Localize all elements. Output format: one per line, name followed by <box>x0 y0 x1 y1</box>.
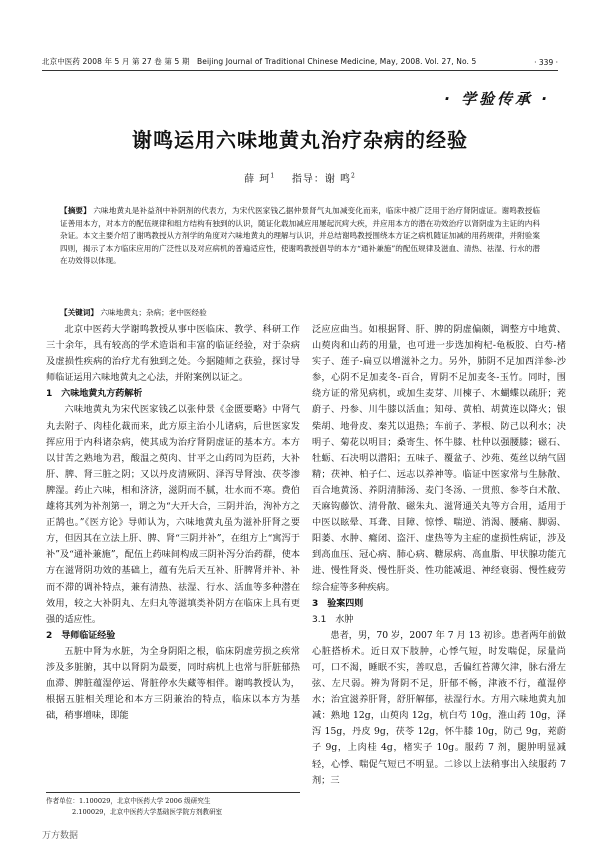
section-1-heading: 1 六味地黄丸方药解析 <box>46 389 143 400</box>
footnote-affiliation-2: 2.100029，北京中医药大学基础医学院方剂教研室 <box>72 808 223 816</box>
section-2-paragraph: 五脏中肾为水脏，为全身阴阳之根，临床阴虚劳损之疾常涉及多脏腑，其中以肾阴为最要，同时病机上也常与肝脏郁热血滞、脾脏蕴湿停运、肾脏停水失藏等相伴。谢鸣教授认为，根据五脏相关理论和本方三阴兼治的特点，临床以本方为基础，稍事增味，即能 <box>46 645 300 722</box>
keywords-label: 【关键词】 <box>60 308 98 317</box>
author-2-affiliation: 2 <box>351 172 356 180</box>
running-header <box>42 56 558 71</box>
section-2-heading: 2 导师临证经验 <box>46 630 116 641</box>
abstract-label: 【摘要】 <box>60 206 91 215</box>
author-line <box>0 170 600 185</box>
abstract-text: 六味地黄丸是补益剂中补阴剂的代表方，为宋代医家钱乙据仲景肾气丸加减变化而来，临床中被广泛用于治疗肾阴虚证。谢鸣教授临证善用本方，对本方的配伍规律和组方结构有独到的认识，随证化载加减应用屡起沉疴大疾，并应用本方的潜在功效治疗以肾阴虚为主证的内科杂证。本文主要介绍了谢鸣教授从方剂学的角度对六味地黄丸的理解与认识，并总结谢鸣教授围绕本方证之病机随证加减的用药规律，并附验案四则，揭示了本方临床应用的广泛性以及对应病机的普遍适应性，使谢鸣教授倡导的本方“通补兼施”的配伍规律及滋血、清热、祛湿、行水的潜在功效得以体现。 <box>60 206 540 265</box>
author-2: 谢 鸣 <box>324 174 352 185</box>
mentor-label: 指导： <box>291 174 325 185</box>
section-tag: · 学验传承 · <box>444 90 550 108</box>
author-1: 薛 珂 <box>244 174 271 185</box>
keywords-text: 六味地黄丸；杂病；老中医经验 <box>100 308 207 317</box>
subsection-3-1-heading: 3.1 水肿 <box>312 614 354 625</box>
section-3-heading: 3 验案四则 <box>312 598 364 609</box>
abstract <box>60 205 540 305</box>
section-2-continued: 泛应应曲当。如根据肾、肝、脾的阴虚偏颇，调整方中地黄、山萸肉和山药的用量，也可进一步选加枸杞-龟板胶、白芍-楮实子、莲子-扁豆以增滋补之力。另外，肺阴不足加西洋参-沙参，心阴不足加麦冬-百合，胃阴不足加麦冬-玉竹。同时，围绕方证的常见病机，或加生麦芽、川楝子、木蝴蝶以疏肝；茺蔚子、丹参、川牛膝以活血；知母、黄柏、胡黄连以降火；银柴胡、地骨皮、秦艽以退热；车前子、茅根、防己以利水；决明子、菊花以明目；桑寄生、怀牛膝、杜仲以强腰膝；磁石、牡蛎、石决明以潜阳；五味子、覆盆子、沙苑、菟丝以纳气固精；茯神、柏子仁、远志以养神等。临证中医家常与生脉散、百合地黄汤、养阴清肺汤、麦门冬汤、一贯煎、参苓白术散、天麻钩藤饮、清骨散、磁朱丸、滋肾通关丸等方合用，适用于中医以眩晕、耳聋、目障、惊悸、喘逆、消渴、腰痛、脚弱、阳萎、水肿、癃闭、盗汗、虚热等为主症的虚损性病证，涉及到高血压、冠心病、肺心病、糖尿病、高血脂、甲状腺功能亢进、慢性肾炎、慢性肝炎、性功能减退、神经衰弱、慢性疲劳综合症等多种疾病。 <box>312 324 566 593</box>
footnotes <box>46 792 300 818</box>
author-1-affiliation: 1 <box>270 172 276 180</box>
article-title: 谢鸣运用六味地黄丸治疗杂病的经验 <box>132 128 468 152</box>
keywords <box>60 307 540 319</box>
section-1-paragraph: 六味地黄丸为宋代医家钱乙以张仲景《金匮要略》中肾气丸去附子、肉桂化裁而来，此方原主治小儿诸病，后世医家发挥应用于内科诸杂病，使其成为治疗肾阴虚证的基本方。本方以甘苦之熟地为君，酸温之萸肉、甘平之山药同为臣药，大补肝、脾、肾三脏之阴；又以丹皮清厥阴、泽泻导肾浊、茯苓渗脾湿。药止六味，相和济济，滋阴而不腻，壮水而不寒。费伯雄将其列为补剂第一，谓之为“大开大合，三阴并治，洵补方之正鹄也。”《医方论》导师认为，六味地黄丸虽为滋补肝肾之要方，但因其在立法上肝、脾、肾“三阴并补”，在组方上“寓泻于补”及“通补兼施”，配伍上药味间构成三阴补泻分治药群，使本方在滋肾阴功效的基础上，蕴有先后天互补、肝脾肾并补、补而不滞的调补特点，兼有清热、祛湿、行水、活血等多种潜在效用，较之大补阴丸、左归丸等滋填类补阴方在临床上具有更强的适应性。 <box>46 404 300 625</box>
journal-citation: 北京中医药 2008 年 5 月 第 27 卷 第 5 期 Beijing Journal of Traditional Chinese Medicine, May, 2008. Vol. 27, No. 5 <box>42 57 477 66</box>
case-1-paragraph: 患者，男，70 岁，2007 年 7 月 13 初诊。患者两年前做心脏搭桥术。近日双下肢肿，心悸气短，时发喘促，尿量尚可，口不渴，睡眠不实，善叹息，舌偏红苔薄欠津，脉右滑左弦、左尺弱。辨为肾阴不足，肝郁不畅，津液不行，蕴湿停水；治宜滋养肝肾，舒肝解郁，祛湿行水。方用六味地黄丸加减：熟地 12g，山萸肉 12g，杭白芍 10g，淮山药 10g，泽泻 15g，丹皮 9g，茯苓 12g，怀牛膝 10g，防己 9g，茺蔚子 9g，上肉桂 4g，楮实子 10g。服药 7 剂，腿肿明显减轻，心悸、喘促气短已不明显。二诊以上法稍事出入续服药 7 剂；三 <box>312 629 566 786</box>
intro-paragraph: 北京中医药大学谢鸣教授从事中医临床、教学、科研工作三十余年，具有较高的学术造诣和丰富的临证经验，对于杂病及虚损性疾病的治疗尤有独到之处。今据随师之获验，探讨导师临证运用六味地黄丸之心法，并附案例以证之。 <box>46 324 300 384</box>
right-column <box>312 322 566 789</box>
left-column <box>46 322 300 724</box>
footnote-affiliation-1: 作者单位：1.100029，北京中医药大学 2006 级研究生 <box>46 797 211 805</box>
page-number: · 339 · <box>534 58 558 67</box>
watermark: 万方数据 <box>42 831 79 841</box>
